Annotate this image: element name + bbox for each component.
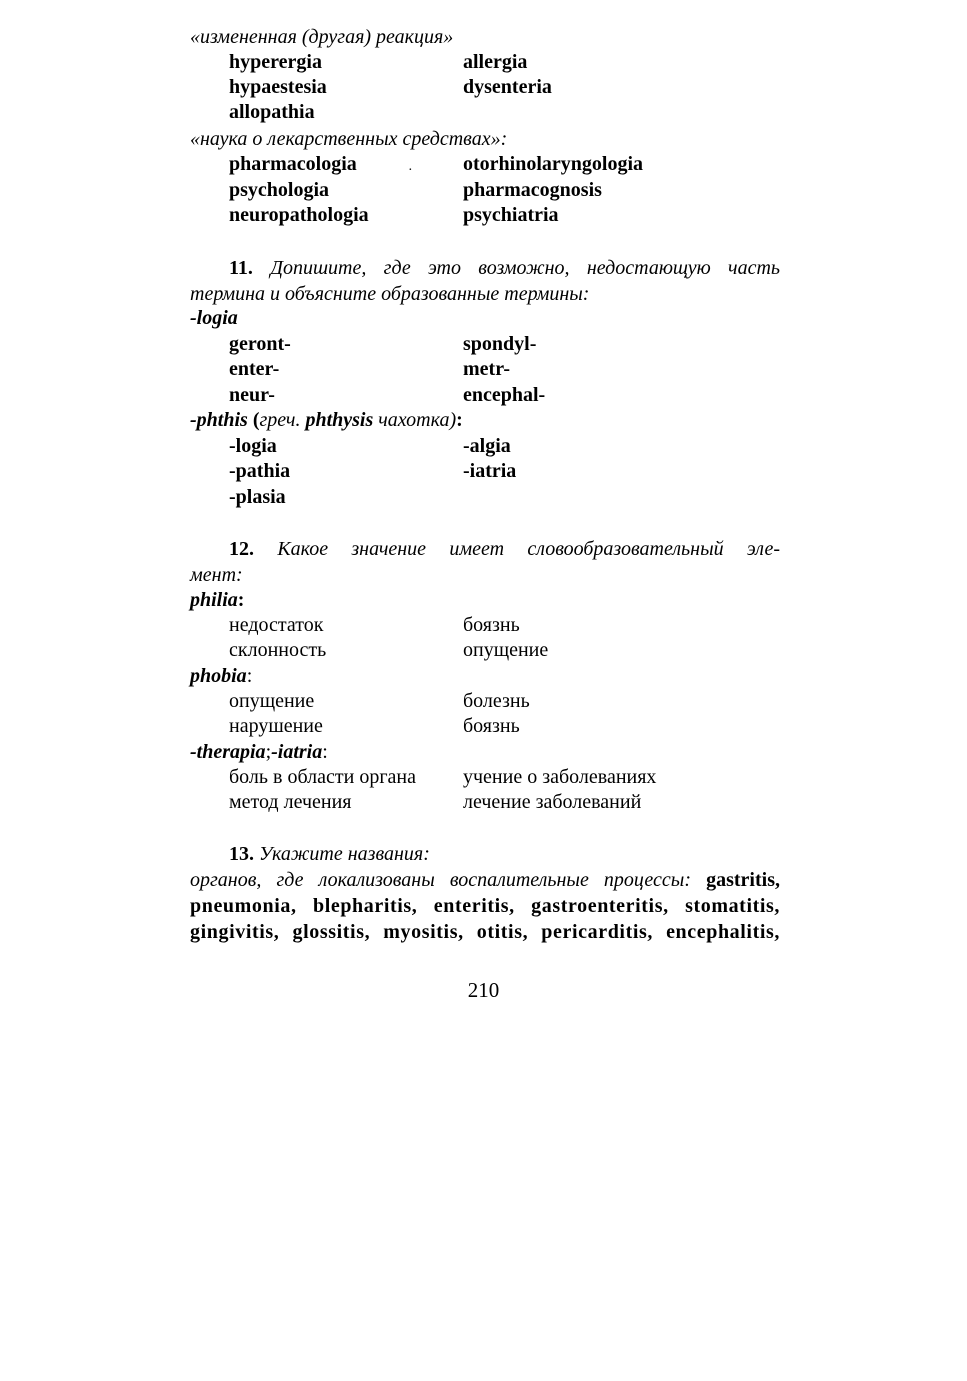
exercise-prompt-line: Укажите названия: (259, 843, 430, 865)
exercise-prompt-line: Допишите, где это возможно, недостающую часть (270, 257, 781, 279)
exercise-number: 12. (229, 538, 254, 560)
block1-header: «измененная (другая) реакция» (190, 26, 454, 48)
ex12-sub2-header: phobia: (190, 665, 253, 687)
exercise-term-list: gastritis, (706, 869, 780, 891)
ex11-term: spondyl- (463, 333, 537, 355)
block2-term: pharmacognosis (463, 179, 602, 201)
ex12-option: недостаток (229, 614, 324, 636)
exercise-prompt-line: органов, где локализованы воспалительные процессы: (190, 869, 707, 891)
ex11-term: -iatria (463, 460, 517, 482)
block1-term: hypaestesia (229, 76, 327, 98)
block2-term: psychiatria (463, 204, 559, 226)
exercise-11-prompt (190, 255, 780, 307)
ex11-term: metr- (463, 358, 510, 380)
ex12-sub1-header: philia: (190, 589, 245, 611)
page-number: 210 (467, 978, 500, 1002)
exercise-prompt-line: термина и объясните образованные термины: (190, 283, 590, 305)
ex12-option: опущение (229, 690, 315, 712)
ex11-sub1-header: -logia (190, 307, 238, 329)
ex12-option: склонность (229, 639, 327, 661)
exercise-term-list: pneumonia, blepharitis, enteritis, gastroenteritis, stomatitis, (190, 895, 780, 917)
ex12-option: метод лечения (229, 791, 352, 813)
exercise-12-prompt (190, 536, 780, 588)
ex12-sub3-header: -therapia;-iatria: (190, 741, 328, 763)
block2-term: neuropathologia (229, 204, 369, 226)
block2-header: «наука о лекарственных средствах»: (190, 128, 508, 150)
exercise-number: 11. (229, 257, 253, 279)
exercise-prompt-line: Какое значение имеет словообразовательный эле- (277, 538, 781, 560)
exercise-prompt-line: мент: (190, 564, 243, 586)
ex12-option: опущение (463, 639, 549, 661)
ex11-term: -pathia (229, 460, 291, 482)
block1-term: dysenteria (463, 76, 552, 98)
ex11-term: encephal- (463, 384, 546, 406)
ex12-option: нарушение (229, 715, 323, 737)
ex11-sub2-header: -phthis (греч. phthysis чахотка): (190, 409, 463, 431)
ex11-term: -algia (463, 435, 511, 457)
block2-term: psychologia (229, 179, 330, 201)
block1-term: allopathia (229, 101, 315, 123)
block1-term: hyperergia (229, 51, 322, 73)
block1-term: allergia (463, 51, 528, 73)
ex12-option: боль в области органа (229, 766, 416, 788)
ex12-option: лечение заболеваний (463, 791, 642, 813)
ex12-option: боязнь (463, 715, 520, 737)
exercise-13-prompt (190, 841, 780, 945)
exercise-number: 13. (229, 843, 254, 865)
block2-term: otorhinolaryngologia (463, 153, 644, 175)
exercise-term-list: gingivitis, glossitis, myositis, otitis, pericarditis, encephalitis, (190, 921, 780, 943)
block2-term: pharmacologia (229, 153, 357, 175)
ex11-term: -plasia (229, 486, 286, 508)
ex11-term: geront- (229, 333, 291, 355)
ex12-option: болезнь (463, 690, 530, 712)
stray-dot-mark: · (408, 163, 413, 178)
ex11-term: neur- (229, 384, 275, 406)
ex11-term: -logia (229, 435, 277, 457)
ex12-option: учение о заболеваниях (463, 766, 657, 788)
ex11-term: enter- (229, 358, 280, 380)
ex12-option: боязнь (463, 614, 520, 636)
